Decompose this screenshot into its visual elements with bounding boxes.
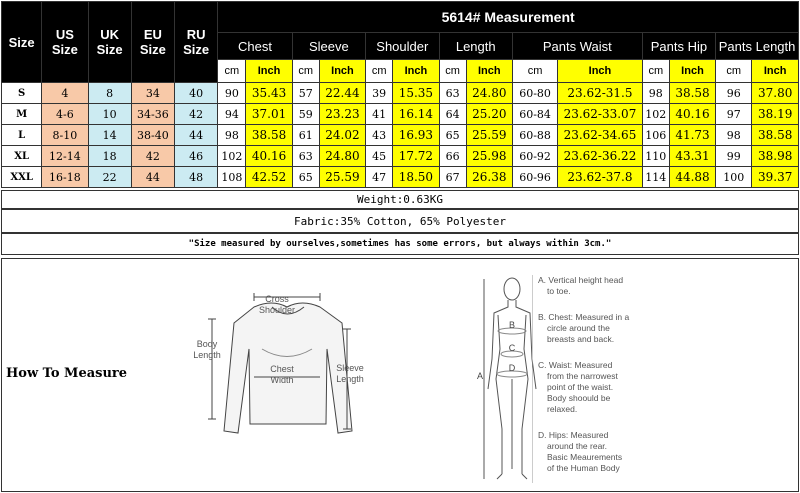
cm-value-cell: 45 (366, 146, 393, 167)
group-shoulder: Shoulder (366, 33, 439, 60)
us-size-cell: 16-18 (42, 167, 88, 188)
uk-size-cell: 8 (88, 83, 131, 104)
inch-value-cell: 40.16 (246, 146, 292, 167)
group-pants-waist: Pants Waist (512, 33, 642, 60)
svg-text:D. Hips: Measured: D. Hips: Measured (538, 430, 609, 440)
cm-value-cell: 60-84 (512, 104, 557, 125)
unit-inch: Inch (558, 60, 643, 83)
unit-inch: Inch (393, 60, 439, 83)
unit-cm: cm (512, 60, 557, 83)
inch-value-cell: 24.02 (319, 125, 365, 146)
size-cell: L (2, 125, 42, 146)
inch-value-cell: 25.59 (466, 125, 512, 146)
eu-size-cell: 34-36 (131, 104, 174, 125)
inch-value-cell: 40.16 (669, 104, 715, 125)
cm-value-cell: 66 (439, 146, 466, 167)
unit-inch: Inch (466, 60, 512, 83)
cm-value-cell: 65 (292, 167, 319, 188)
inch-value-cell: 25.98 (466, 146, 512, 167)
inch-value-cell: 23.62-36.22 (558, 146, 643, 167)
cm-value-cell: 108 (218, 167, 246, 188)
eu-size-cell: 44 (131, 167, 174, 188)
cm-value-cell: 64 (439, 104, 466, 125)
inch-value-cell: 25.59 (319, 167, 365, 188)
svg-text:C. Waist: Measured: C. Waist: Measured (538, 360, 613, 370)
size-cell: M (2, 104, 42, 125)
inch-value-cell: 23.62-31.5 (558, 83, 643, 104)
chest-width-label-2: Width (270, 375, 294, 385)
cm-value-cell: 60-88 (512, 125, 557, 146)
inch-value-cell: 43.31 (669, 146, 715, 167)
inch-value-cell: 38.58 (246, 125, 292, 146)
cm-value-cell: 67 (439, 167, 466, 188)
chest-width-label-1: Chest (270, 364, 294, 374)
uk-size-col-header: UK Size (88, 2, 131, 83)
size-note: "Size measured by ourselves,sometimes has some errors, but always within 3cm." (1, 233, 799, 255)
cm-value-cell: 98 (218, 125, 246, 146)
body-length-label-1: Body (196, 339, 218, 349)
cm-value-cell: 98 (716, 125, 752, 146)
us-size-col-header: US Size (42, 2, 88, 83)
group-chest: Chest (218, 33, 292, 60)
svg-text:around the rear.: around the rear. (547, 441, 608, 451)
weight-info: Weight:0.63KG (1, 190, 799, 209)
eu-size-cell: 38-40 (131, 125, 174, 146)
cm-value-cell: 100 (716, 167, 752, 188)
uk-size-cell: 10 (88, 104, 131, 125)
ru-size-cell: 40 (175, 83, 218, 104)
inch-value-cell: 35.43 (246, 83, 292, 104)
inch-value-cell: 37.80 (752, 83, 799, 104)
inch-value-cell: 16.93 (393, 125, 439, 146)
size-cell: XL (2, 146, 42, 167)
letter-d: D (508, 363, 516, 373)
svg-text:to toe.: to toe. (547, 286, 571, 296)
how-to-measure-panel (1, 258, 799, 492)
cm-value-cell: 60-96 (512, 167, 557, 188)
cm-value-cell: 60-92 (512, 146, 557, 167)
group-length: Length (439, 33, 512, 60)
sweater-diagram (192, 289, 382, 449)
us-size-cell: 4 (42, 83, 88, 104)
how-to-measure-label: How To Measure (6, 366, 128, 381)
inch-value-cell: 24.80 (466, 83, 512, 104)
svg-text:circle around the: circle around the (547, 323, 610, 333)
group-sleeve: Sleeve (292, 33, 365, 60)
cross-shoulder-label-2: Shoulder (258, 305, 296, 315)
us-size-cell: 4-6 (42, 104, 88, 125)
unit-cm: cm (218, 60, 246, 83)
unit-inch: Inch (752, 60, 799, 83)
inch-value-cell: 16.14 (393, 104, 439, 125)
inch-value-cell: 38.58 (752, 125, 799, 146)
cm-value-cell: 65 (439, 125, 466, 146)
inch-value-cell: 39.37 (752, 167, 799, 188)
cross-shoulder-label-1: Cross (265, 294, 289, 304)
letter-c: C (508, 343, 516, 353)
cm-value-cell: 106 (642, 125, 669, 146)
cm-value-cell: 99 (716, 146, 752, 167)
inch-value-cell: 23.23 (319, 104, 365, 125)
table-row (2, 104, 799, 125)
body-length-label-2: Length (193, 350, 221, 360)
sleeve-length-label-2: Length (336, 374, 364, 384)
eu-size-cell: 34 (131, 83, 174, 104)
inch-value-cell: 18.50 (393, 167, 439, 188)
svg-text:from the narrowest: from the narrowest (547, 371, 618, 381)
table-row (2, 167, 799, 188)
table-row (2, 125, 799, 146)
unit-cm: cm (366, 60, 393, 83)
ru-size-cell: 44 (175, 125, 218, 146)
cm-value-cell: 90 (218, 83, 246, 104)
ru-size-cell: 42 (175, 104, 218, 125)
cm-value-cell: 61 (292, 125, 319, 146)
inch-value-cell: 23.62-37.8 (558, 167, 643, 188)
size-cell: S (2, 83, 42, 104)
cm-value-cell: 63 (439, 83, 466, 104)
unit-inch: Inch (669, 60, 715, 83)
us-size-cell: 12-14 (42, 146, 88, 167)
ru-size-cell: 46 (175, 146, 218, 167)
inch-value-cell: 38.19 (752, 104, 799, 125)
inch-value-cell: 26.38 (466, 167, 512, 188)
cm-value-cell: 43 (366, 125, 393, 146)
cm-value-cell: 59 (292, 104, 319, 125)
cm-value-cell: 57 (292, 83, 319, 104)
unit-inch: Inch (246, 60, 292, 83)
cm-value-cell: 114 (642, 167, 669, 188)
table-row (2, 83, 799, 104)
inch-value-cell: 42.52 (246, 167, 292, 188)
svg-text:of the Human Body: of the Human Body (547, 463, 620, 473)
uk-size-cell: 22 (88, 167, 131, 188)
inch-value-cell: 25.20 (466, 104, 512, 125)
inch-value-cell: 38.98 (752, 146, 799, 167)
letter-b: B (508, 320, 516, 330)
inch-value-cell: 44.88 (669, 167, 715, 188)
inch-value-cell: 23.62-33.07 (558, 104, 643, 125)
inch-value-cell: 24.80 (319, 146, 365, 167)
ru-size-cell: 48 (175, 167, 218, 188)
svg-text:Basic Meaurements: Basic Meaurements (547, 452, 623, 462)
measure-notes (532, 273, 662, 488)
uk-size-cell: 18 (88, 146, 131, 167)
svg-text:relaxed.: relaxed. (547, 404, 578, 414)
table-row (2, 146, 799, 167)
cm-value-cell: 97 (716, 104, 752, 125)
unit-cm: cm (292, 60, 319, 83)
letter-a: A (476, 371, 484, 381)
us-size-cell: 8-10 (42, 125, 88, 146)
eu-size-cell: 42 (131, 146, 174, 167)
group-pants-hip: Pants Hip (642, 33, 715, 60)
cm-value-cell: 110 (642, 146, 669, 167)
ru-size-col-header: RU Size (175, 2, 218, 83)
eu-size-col-header: EU Size (131, 2, 174, 83)
cm-value-cell: 60-80 (512, 83, 557, 104)
cm-value-cell: 63 (292, 146, 319, 167)
svg-text:breasts and back.: breasts and back. (547, 334, 615, 344)
group-pants-length: Pants Length (716, 33, 799, 60)
inch-value-cell: 23.62-34.65 (558, 125, 643, 146)
table-title: 5614# Measurement (218, 2, 799, 33)
inch-value-cell: 15.35 (393, 83, 439, 104)
uk-size-cell: 14 (88, 125, 131, 146)
unit-cm: cm (642, 60, 669, 83)
cm-value-cell: 96 (716, 83, 752, 104)
svg-text:B. Chest: Measured in a: B. Chest: Measured in a (538, 312, 630, 322)
cm-value-cell: 102 (642, 104, 669, 125)
sleeve-length-label-1: Sleeve (336, 363, 364, 373)
inch-value-cell: 17.72 (393, 146, 439, 167)
unit-cm: cm (716, 60, 752, 83)
inch-value-cell: 22.44 (319, 83, 365, 104)
cm-value-cell: 39 (366, 83, 393, 104)
size-cell: XXL (2, 167, 42, 188)
cm-value-cell: 98 (642, 83, 669, 104)
unit-inch: Inch (319, 60, 365, 83)
cm-value-cell: 94 (218, 104, 246, 125)
svg-text:Body shoould be: Body shoould be (547, 393, 611, 403)
inch-value-cell: 37.01 (246, 104, 292, 125)
inch-value-cell: 41.73 (669, 125, 715, 146)
cm-value-cell: 102 (218, 146, 246, 167)
inch-value-cell: 38.58 (669, 83, 715, 104)
unit-cm: cm (439, 60, 466, 83)
cm-value-cell: 47 (366, 167, 393, 188)
size-col-header: Size (2, 2, 42, 83)
svg-text:point of the waist.: point of the waist. (547, 382, 614, 392)
fabric-info: Fabric:35% Cotton, 65% Polyester (1, 209, 799, 233)
cm-value-cell: 41 (366, 104, 393, 125)
size-table (1, 1, 799, 188)
svg-text:A. Vertical height head: A. Vertical height head (538, 275, 624, 285)
